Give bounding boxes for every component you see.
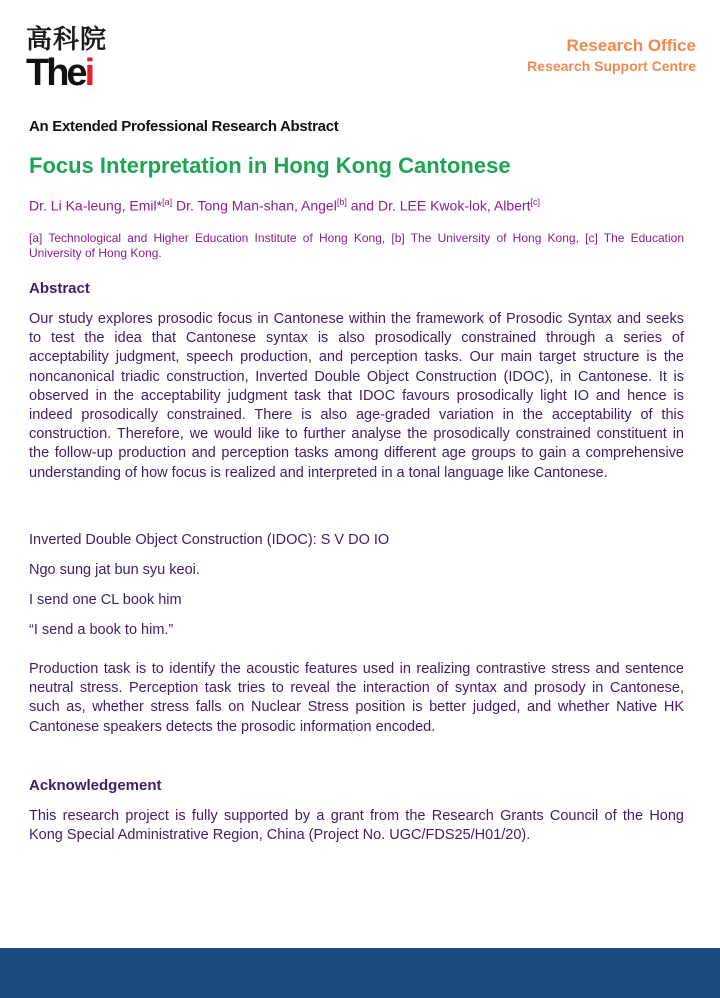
office-header	[527, 36, 696, 76]
logo-english-text	[26, 52, 93, 94]
author-3-affil: [c]	[530, 197, 540, 207]
document-type: An Extended Professional Research Abstract	[29, 118, 339, 135]
author-3: and Dr. LEE Kwok-lok, Albert	[346, 197, 531, 214]
example-line-4: “I send a book to him.”	[29, 622, 174, 638]
abstract-paragraph-1: Our study explores prosodic focus in Cantonese within the framework of Prosodic Syntax and seeks to test the idea that Cantonese syntax is also prosodically constrained through a series of acceptability judgment, speech production, and perception tasks. Our main target structure is the noncanonical triadic construction, Inverted Double Object Construction (IDOC), in Cantonese. It is observed in the acceptability judgment task that IDOC favours prosodically light IO and hence is indeed prosodically constrained. There is also age-graded variation in the acceptability of this construction. Therefore, we would like to further analyse the prosodically constrained constituent in the follow-up production and perception tasks among different age groups to gain a comprehensive understanding of how focus is realized and interpreted in a tonal language like Cantonese.	[29, 311, 684, 481]
abstract-paragraph-2: Production task is to identify the acoustic features used in realizing contrastive stress and sentence neutral stress. Perception task tries to reveal the interaction of syntax and prosody in Cantonese, such as, whether stress falls on Nuclear Stress position is better judged, and whether Native HK Cantonese speakers detects the prosodic information encoded.	[29, 661, 684, 735]
example-line-3: I send one CL book him	[29, 592, 182, 608]
logo-chinese-text: 高科院	[26, 25, 108, 55]
research-support-centre-label: Research Support Centre	[527, 58, 696, 74]
author-list	[29, 197, 540, 214]
research-office-label: Research Office	[566, 36, 696, 55]
affiliations: [a] Technological and Higher Education Institute of Hong Kong, [b] The University of Hong Kong, [c] The Education University of Hong Kong.	[29, 231, 684, 260]
acknowledgement-heading: Acknowledgement	[29, 777, 162, 794]
acknowledgement-text: This research project is fully supported by a grant from the Research Grants Council of the Hong Kong Special Administrative Region, China (Project No. UGC/FDS25/H01/20).	[29, 808, 684, 844]
author-1-affil: [a]	[162, 197, 173, 207]
logo-the: The	[26, 52, 85, 94]
thei-logo	[26, 26, 116, 92]
example-line-2: Ngo sung jat bun syu keoi.	[29, 562, 200, 578]
author-2: Dr. Tong Man-shan, Angel	[172, 197, 337, 214]
author-2-affil: [b]	[336, 197, 347, 207]
example-line-1: Inverted Double Object Construction (IDOC): S V DO IO	[29, 532, 390, 548]
paper-title: Focus Interpretation in Hong Kong Cantonese	[29, 153, 511, 178]
abstract-heading: Abstract	[29, 280, 90, 297]
footer-bar	[0, 948, 720, 998]
author-1: Dr. Li Ka-leung, Emil*	[29, 197, 163, 214]
logo-i: i	[84, 52, 93, 94]
